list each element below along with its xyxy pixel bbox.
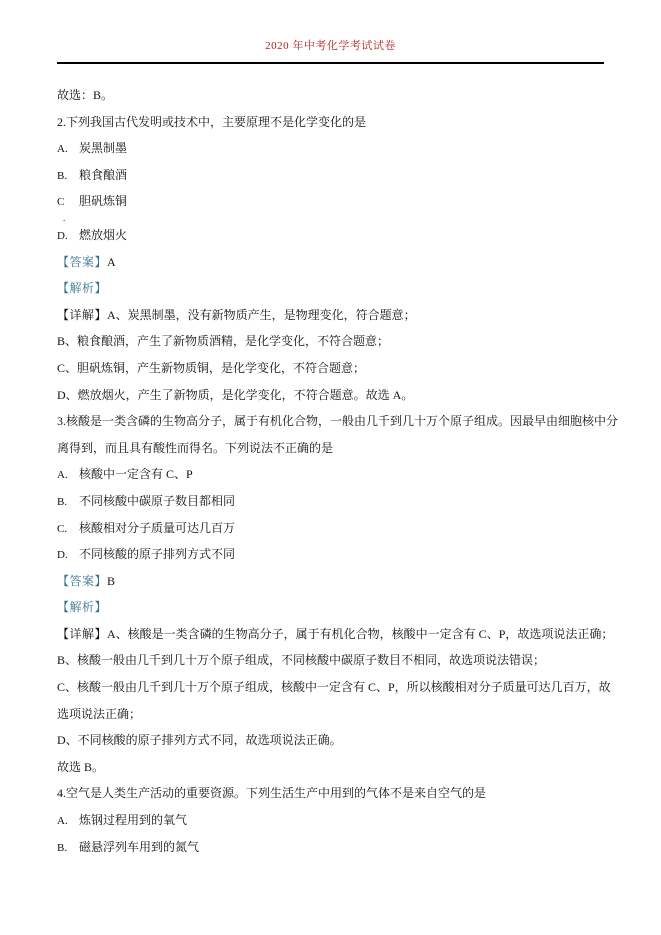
answer-tag: 【答案】	[57, 254, 108, 269]
detail-tag: 【详解】	[57, 307, 108, 322]
option-text: 磁悬浮列车用到的氮气	[79, 839, 200, 854]
line-text: A、炭黑制墨，没有新物质产生，是物理变化，符合题意；	[107, 307, 416, 322]
q2-detail-a	[57, 302, 605, 329]
line-text: B、粮食酿酒，产生了新物质酒精，是化学变化，不符合题意；	[57, 334, 390, 349]
line-text: D、不同核酸的原子排列方式不同，故选项说法正确。	[57, 733, 342, 748]
option-letter: A.	[57, 143, 68, 156]
line-text: 离得到，而且具有酸性而得名。下列说法不正确的是	[57, 440, 334, 455]
dropped-period: .	[63, 212, 66, 223]
analysis-tag: 【解析】	[57, 600, 108, 615]
option-text: 炭黑制墨	[79, 141, 128, 156]
option-letter: C	[57, 196, 65, 209]
line-text: 故选 B。	[57, 759, 105, 774]
q3-detail-c-2	[57, 701, 605, 728]
option-letter: A.	[57, 469, 68, 482]
line-text: D、燃放烟火，产生了新物质，是化学变化，不符合题意。故选 A。	[57, 387, 414, 402]
option-text: 不同核酸的原子排列方式不同	[79, 547, 236, 562]
option-text: 炼钢过程用到的氧气	[79, 813, 188, 828]
q2-option-c-dropped-period	[57, 212, 605, 223]
document-body	[0, 64, 661, 860]
option-letter: D.	[57, 229, 68, 242]
option-text: 核酸中一定含有 C、P	[79, 467, 193, 482]
line-text: C、胆矾炼铜，产生新物质铜，是化学变化，不符合题意；	[57, 360, 366, 375]
q3-detail-d	[57, 727, 605, 754]
option-text: 粮食酿酒	[79, 167, 128, 182]
q2-analysis	[57, 275, 605, 302]
q3-detail-c-1	[57, 674, 611, 701]
option-text: 胆矾炼铜	[79, 194, 128, 209]
line-text: 3.核酸是一类含磷的生物高分子，属于有机化合物，一般由几千到几十万个原子组成。因最早由细胞核中分	[57, 414, 619, 429]
q4-stem	[57, 780, 605, 807]
q3-option-c	[57, 515, 605, 542]
q2-stem	[57, 109, 605, 136]
option-text: 不同核酸中碳原子数目都相同	[79, 493, 236, 508]
line-text: B、核酸一般由几千到几十万个原子组成，不同核酸中碳原子数目不相同，故选项说法错误；	[57, 653, 546, 668]
page-title: 2020 年中考化学考试试卷	[265, 40, 396, 52]
q1-conclusion	[57, 82, 605, 109]
q3-detail-a	[57, 621, 614, 648]
q2-option-a	[57, 135, 605, 162]
option-letter: B.	[57, 169, 68, 182]
q3-conclusion	[57, 754, 605, 781]
answer-value: A	[107, 254, 116, 269]
line-text: 选项说法正确；	[57, 706, 142, 721]
detail-tag: 【详解】	[57, 626, 108, 641]
q3-answer	[57, 568, 605, 595]
line-text: 4.空气是人类生产活动的重要资源。下列生活生产中用到的气体不是来自空气的是	[57, 786, 487, 801]
option-letter: A.	[57, 815, 68, 828]
q3-option-b	[57, 488, 605, 515]
line-text: A、核酸是一类含磷的生物高分子，属于有机化合物，核酸中一定含有 C、P，故选项说法正确；	[107, 626, 614, 641]
q4-option-a	[57, 807, 605, 834]
q2-option-b	[57, 162, 605, 189]
q2-detail-d	[57, 382, 605, 409]
q2-answer	[57, 249, 605, 276]
q2-detail-b	[57, 328, 605, 355]
q4-option-b	[57, 834, 605, 861]
line-text: 故选：B。	[57, 88, 114, 102]
q3-detail-b	[57, 647, 605, 674]
page-header	[57, 0, 604, 64]
line-text: 2.下列我国古代发明或技术中，主要原理不是化学变化的是	[57, 114, 367, 129]
answer-value: B	[107, 573, 116, 588]
option-letter: B.	[57, 495, 68, 508]
option-letter: D.	[57, 549, 68, 562]
q2-option-d	[57, 222, 605, 249]
q2-detail-c	[57, 355, 605, 382]
option-letter: B.	[57, 841, 68, 854]
q3-option-a	[57, 461, 605, 488]
answer-tag: 【答案】	[57, 573, 108, 588]
option-text: 燃放烟火	[79, 227, 128, 242]
q3-stem-line1	[57, 408, 619, 435]
q2-option-c	[57, 188, 605, 215]
q3-analysis	[57, 594, 605, 621]
line-text: C、核酸一般由几千到几十万个原子组成，核酸中一定含有 C、P，所以核酸相对分子质量可达几百万，故	[57, 680, 611, 695]
analysis-tag: 【解析】	[57, 281, 108, 296]
q3-stem-line2	[57, 435, 605, 462]
q3-option-d	[57, 541, 605, 568]
option-text: 核酸相对分子质量可达几百万	[79, 520, 236, 535]
option-letter: C.	[57, 522, 68, 535]
